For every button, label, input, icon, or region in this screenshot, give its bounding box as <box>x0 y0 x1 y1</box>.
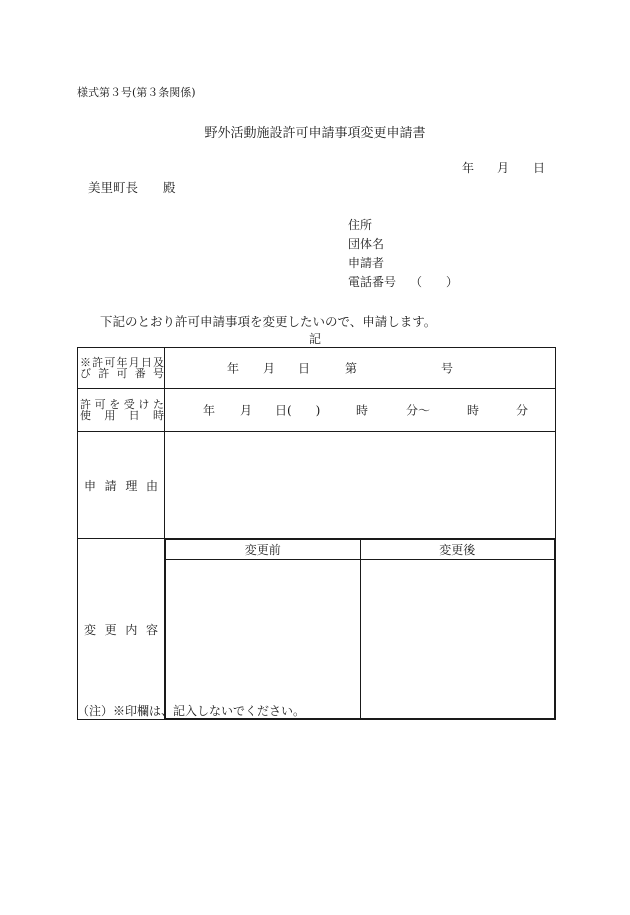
permit-day: 日 <box>298 361 311 376</box>
usage-minute-end: 分 <box>516 403 529 418</box>
date-year-label: 年 <box>462 161 475 175</box>
footnote: （注）※印欄は、記入しないでください。 <box>77 704 306 718</box>
permit-dai: 第 <box>345 361 358 376</box>
usage-month: 月 <box>240 403 253 418</box>
usage-datetime-field[interactable] <box>165 389 556 432</box>
phone-parentheses: （ ） <box>410 275 459 289</box>
usage-datetime-row <box>78 389 556 432</box>
usage-datetime-label <box>78 389 165 432</box>
address-label: 住所 <box>348 218 373 232</box>
addressee: 美里町長 殿 <box>88 180 176 195</box>
after-change-field[interactable] <box>360 560 555 719</box>
permit-number-label <box>78 348 165 389</box>
form-number: 様式第３号(第３条関係) <box>77 86 196 99</box>
change-details-cell <box>165 539 556 720</box>
group-name-label: 団体名 <box>348 237 385 251</box>
usage-year: 年 <box>203 403 216 418</box>
usage-datetime-label-line1: 許可を受けた <box>80 398 164 411</box>
permit-number-label-line2: び許可番号 <box>80 367 164 380</box>
before-change-field[interactable] <box>166 560 361 719</box>
date-month-label: 月 <box>497 161 510 175</box>
change-details-table <box>165 539 555 719</box>
permit-go: 号 <box>441 361 454 376</box>
applicant-label: 申請者 <box>348 256 385 270</box>
usage-hour-end: 時 <box>467 403 480 418</box>
before-change-header: 変更前 <box>166 540 361 560</box>
reason-label: 申請理由 <box>78 432 165 539</box>
permit-number-label-line1: ※許可年月日及 <box>80 356 164 369</box>
application-form-table <box>77 347 556 720</box>
change-details-row <box>78 539 556 720</box>
intro-text: 下記のとおり許可申請事項を変更したいので、申請します。 <box>100 314 437 329</box>
after-change-header: 変更後 <box>360 540 555 560</box>
reason-field[interactable] <box>165 432 556 539</box>
ki-heading: 記 <box>308 332 321 346</box>
document-title: 野外活動施設許可申請事項変更申請書 <box>204 126 426 141</box>
permit-number-row <box>78 348 556 389</box>
phone-label: 電話番号 <box>348 275 397 289</box>
permit-number-field[interactable] <box>165 348 556 389</box>
usage-day-weekday: 日( ) <box>275 403 321 418</box>
reason-row <box>78 432 556 539</box>
date-day-label: 日 <box>533 161 546 175</box>
usage-minute-start: 分～ <box>406 403 431 418</box>
permit-year: 年 <box>227 361 240 376</box>
permit-month: 月 <box>263 361 276 376</box>
usage-hour-start: 時 <box>356 403 369 418</box>
usage-datetime-label-line2: 使用日時 <box>80 409 164 422</box>
change-details-label: 変更内容 <box>78 539 165 720</box>
